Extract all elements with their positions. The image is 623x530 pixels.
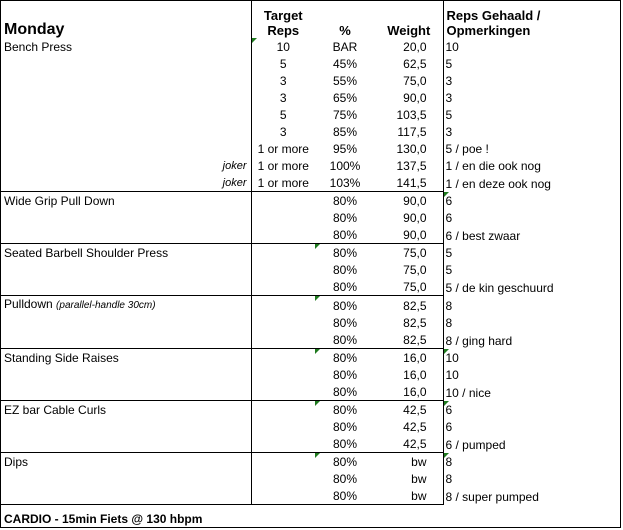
notes-cell: 8 (443, 314, 622, 331)
day-title: Monday (4, 21, 65, 38)
table-row (1, 296, 622, 315)
percent-cell: 80% (315, 401, 375, 419)
notes-cell: 10 (443, 38, 622, 55)
percent-cell: 80% (332, 420, 358, 434)
comment-marker-icon (444, 401, 449, 406)
target-reps-cell: 5 (251, 55, 315, 72)
empty-cell (1, 435, 251, 453)
target-reps-cell: 3 (251, 89, 315, 106)
exercise-rows (1, 38, 622, 505)
empty-cell (1, 123, 251, 140)
percent-cell: 80% (315, 278, 375, 296)
weight-cell: 103,5 (396, 108, 427, 122)
target-reps-cell (251, 296, 315, 315)
table-row (1, 106, 622, 123)
table-row (1, 244, 622, 262)
table-row (1, 140, 622, 157)
comment-marker-icon (252, 38, 257, 43)
percent-cell: 45% (332, 57, 358, 71)
percent-cell: 55% (332, 74, 358, 88)
target-reps-cell (251, 192, 315, 210)
table-row (1, 383, 622, 401)
target-reps-cell (251, 453, 315, 471)
weight-cell: 90,0 (403, 211, 427, 225)
set-tag: joker (222, 160, 247, 172)
weight-cell: 90,0 (375, 226, 443, 244)
target-reps-cell (251, 383, 315, 401)
comment-marker-icon (444, 349, 449, 354)
percent-cell: 65% (332, 91, 358, 105)
percent-cell: 80% (332, 368, 358, 382)
table-row (1, 401, 622, 419)
percent-cell: 80% (315, 226, 375, 244)
percent-cell: 80% (315, 244, 375, 262)
comment-marker-icon (315, 401, 320, 406)
target-reps-cell (251, 244, 315, 262)
empty-cell (1, 226, 251, 244)
empty-cell (1, 366, 251, 383)
empty-cell (1, 89, 251, 106)
empty-cell (1, 331, 251, 349)
target-reps-cell (251, 366, 315, 383)
percent-cell: 85% (332, 125, 358, 139)
target-reps-cell: 5 (251, 106, 315, 123)
table-row (1, 470, 622, 487)
percent-cell: 103% (315, 174, 375, 192)
exercise-subnote: (parallel-handle 30cm) (56, 300, 156, 311)
target-reps-cell (251, 470, 315, 487)
weight-cell: bw (411, 472, 427, 486)
target-reps-cell (251, 418, 315, 435)
weight-cell: 141,5 (375, 174, 443, 192)
percent-cell: 95% (332, 142, 358, 156)
exercise-name (1, 453, 251, 471)
percent-cell: 80% (315, 296, 375, 315)
target-reps-cell: 3 (251, 123, 315, 140)
exercise-name (1, 349, 251, 367)
notes-cell: 5 (443, 106, 622, 123)
empty-cell (1, 55, 251, 72)
notes-cell: 6 (443, 418, 622, 435)
notes-cell: 5 / de kin geschuurd (443, 278, 622, 296)
weight-header: Weight (387, 23, 431, 38)
notes-cell: 1 / en deze ook nog (443, 174, 622, 192)
table-row (1, 349, 622, 367)
exercise-name (1, 296, 251, 315)
notes-cell: 10 (443, 349, 622, 367)
target-reps-cell: 1 or more (251, 157, 315, 174)
table-row (1, 226, 622, 244)
percent-cell: 80% (315, 487, 375, 505)
table-row (1, 278, 622, 296)
weight-cell: 42,5 (375, 435, 443, 453)
percent-cell: 80% (315, 435, 375, 453)
weight-cell: 117,5 (397, 125, 427, 139)
percent-cell: 80% (332, 472, 358, 486)
percent-cell: 80% (332, 316, 358, 330)
target-reps-cell (251, 226, 315, 244)
target-reps-cell (251, 314, 315, 331)
empty-cell (1, 418, 251, 435)
exercise-name (1, 244, 251, 262)
table-row (1, 192, 622, 210)
notes-cell: 3 (443, 72, 622, 89)
target-reps-cell: 1 or more (251, 140, 315, 157)
weight-cell: 16,0 (375, 383, 443, 401)
empty-cell (1, 487, 251, 505)
percent-cell: 80% (315, 383, 375, 401)
empty-cell (1, 72, 251, 89)
notes-cell: 8 (443, 470, 622, 487)
target-reps-header (251, 1, 315, 38)
comment-marker-icon (444, 192, 449, 197)
percent-cell: 75% (332, 108, 358, 122)
exercise-name (1, 192, 251, 210)
table-row (1, 435, 622, 453)
weight-cell: 16,0 (403, 351, 427, 365)
exercise-name-label: EZ bar Cable Curls (4, 403, 107, 417)
exercise-name-label: Wide Grip Pull Down (4, 194, 115, 208)
target-reps-cell: 3 (251, 72, 315, 89)
exercise-name (1, 38, 251, 55)
notes-cell: 8 / ging hard (443, 331, 622, 349)
weight-cell: bw (411, 455, 427, 469)
table-row (1, 174, 622, 192)
exercise-name-label: Standing Side Raises (4, 351, 119, 365)
empty-cell (1, 314, 251, 331)
table-row (1, 261, 622, 278)
table-row (1, 314, 622, 331)
exercise-name-label: Pulldown (4, 297, 53, 311)
percent-cell: 80% (315, 453, 375, 471)
notes-cell: 6 (443, 401, 622, 419)
exercise-name (1, 401, 251, 419)
cardio-note: CARDIO - 15min Fiets @ 130 hbpm (4, 512, 203, 526)
target-reps-cell (251, 349, 315, 367)
table-row (1, 89, 622, 106)
notes-header: Reps Gehaald / Opmerkingen (443, 1, 622, 38)
target-reps-cell (251, 401, 315, 419)
exercise-name-label: Bench Press (4, 40, 73, 54)
notes-cell: 8 (443, 453, 622, 471)
percent-cell: 80% (315, 331, 375, 349)
comment-marker-icon (315, 296, 320, 301)
weight-cell: 62,5 (403, 57, 427, 71)
weight-cell: 82,5 (403, 316, 427, 330)
table-row (1, 55, 622, 72)
table-row (1, 453, 622, 471)
notes-cell: 3 (443, 123, 622, 140)
empty-cell (1, 383, 251, 401)
table-row (1, 123, 622, 140)
weight-cell: 42,5 (403, 420, 427, 434)
table-row (1, 38, 622, 55)
notes-cell: 8 / super pumped (443, 487, 622, 505)
exercise-name-label: Dips (4, 455, 29, 469)
percent-cell: 100% (329, 159, 361, 173)
weight-cell: 90,0 (403, 194, 427, 208)
empty-cell (1, 278, 251, 296)
percent-cell: 80% (315, 349, 375, 367)
table-row (1, 209, 622, 226)
weight-cell: 90,0 (403, 91, 427, 105)
notes-cell: 3 (443, 89, 622, 106)
weight-cell: 16,0 (403, 368, 427, 382)
notes-cell: 6 / best zwaar (443, 226, 622, 244)
comment-marker-icon (315, 349, 320, 354)
empty-cell (1, 209, 251, 226)
exercise-name-label: Seated Barbell Shoulder Press (4, 246, 169, 260)
empty-cell (1, 140, 251, 157)
table-row (1, 366, 622, 383)
target-reps-cell (251, 209, 315, 226)
percent-cell: 80% (332, 194, 358, 208)
target-reps-cell (251, 331, 315, 349)
percent-cell: 80% (332, 211, 358, 225)
notes-cell: 5 (443, 244, 622, 262)
table-row (1, 72, 622, 89)
comment-marker-icon (315, 453, 320, 458)
set-tag: joker (1, 174, 251, 192)
notes-cell: 6 / pumped (443, 435, 622, 453)
notes-cell: 6 (443, 192, 622, 210)
table-row (1, 331, 622, 349)
weight-cell: 75,0 (375, 278, 443, 296)
target-reps-header-line1: Target (263, 8, 303, 23)
weight-cell: 75,0 (403, 246, 427, 260)
table-row (1, 487, 622, 505)
header-row (1, 1, 622, 38)
weight-cell: 75,0 (403, 263, 427, 277)
target-reps-cell (251, 261, 315, 278)
table-row (1, 157, 622, 174)
empty-cell (1, 470, 251, 487)
comment-marker-icon (315, 244, 320, 249)
empty-cell (1, 106, 251, 123)
percent-header: % (339, 23, 351, 38)
weight-cell: 42,5 (403, 403, 427, 417)
target-reps-cell (251, 435, 315, 453)
notes-cell: 10 / nice (443, 383, 622, 401)
weight-cell: 82,5 (375, 331, 443, 349)
weight-cell: 75,0 (403, 74, 427, 88)
weight-cell: 82,5 (403, 299, 427, 313)
notes-cell: 1 / en die ook nog (443, 157, 622, 174)
target-reps-cell (251, 278, 315, 296)
comment-marker-icon (444, 453, 449, 458)
workout-table (1, 1, 622, 505)
table-row (1, 418, 622, 435)
weight-cell: 130,0 (396, 142, 427, 156)
weight-cell: 20,0 (403, 40, 427, 54)
notes-cell: 5 (443, 55, 622, 72)
target-reps-header-line2: Reps (267, 23, 300, 38)
notes-cell: 5 (443, 261, 622, 278)
weight-cell: 137,5 (396, 159, 427, 173)
empty-cell (1, 261, 251, 278)
notes-cell: 6 (443, 209, 622, 226)
weight-cell: bw (375, 487, 443, 505)
notes-cell: 8 (443, 296, 622, 315)
percent-cell: 80% (332, 263, 358, 277)
notes-cell: 10 (443, 366, 622, 383)
target-reps-cell: 1 or more (251, 174, 315, 192)
target-reps-cell (251, 487, 315, 505)
percent-cell: BAR (332, 40, 358, 54)
notes-cell: 5 / poe ! (443, 140, 622, 157)
target-reps-cell: 10 (251, 38, 315, 55)
